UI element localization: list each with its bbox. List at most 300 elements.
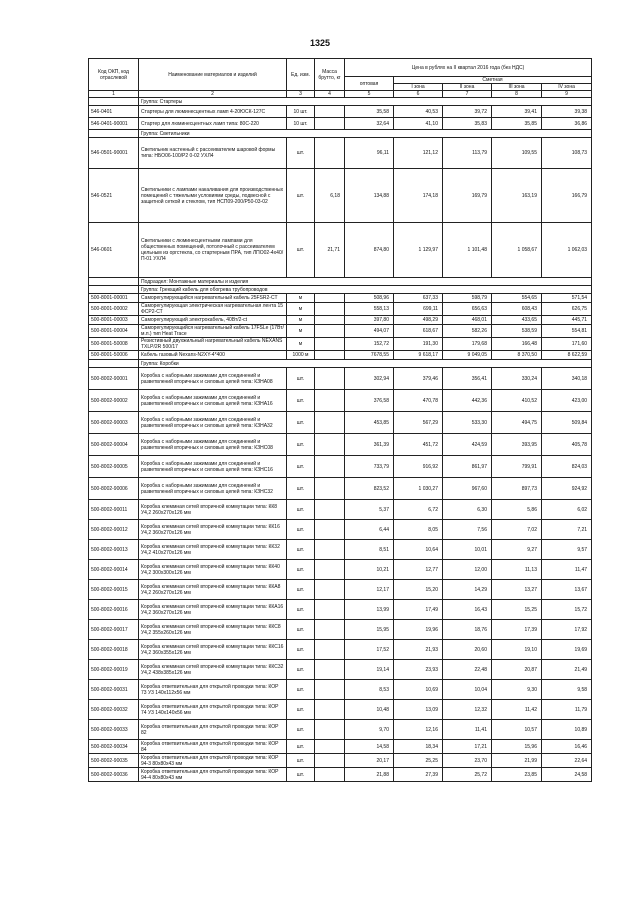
price-zone2-cell: 17,21: [443, 740, 492, 754]
name-cell: Саморегулирующая электрическая нагревательная лента 15 ФСР2-СТ: [139, 303, 287, 316]
code-cell: 500-8002-90034: [89, 740, 139, 754]
price-wholesale-cell: 134,88: [345, 169, 394, 223]
code-cell: 500-8001-50006: [89, 351, 139, 360]
price-zone4-cell: 22,64: [542, 754, 592, 768]
price-zone4-cell: 11,79: [542, 700, 592, 720]
col-number: 3: [287, 91, 315, 98]
group-row: [89, 278, 592, 286]
price-zone2-cell: 12,00: [443, 560, 492, 580]
table-row: [89, 700, 592, 720]
mass-cell: [315, 720, 345, 740]
name-cell: Светильники с люминесцентными лампами для общественных помещений, потолочный с рассеивателем цельным из оргстекла, со стартерным ПРА, тип ЛПО02-4х40/П-01 УХЛ4: [139, 223, 287, 278]
name-cell: Стартер для люминесцентных ламп типа: 80С-220: [139, 118, 287, 130]
table-row: [89, 338, 592, 351]
unit-cell: м: [287, 325, 315, 338]
name-cell: Коробка клеммная сетей вторичной коммутации типа: ККС16 У4,2 360х355х126 мм: [139, 640, 287, 660]
code-cell: 546-0401: [89, 106, 139, 118]
mass-cell: [315, 660, 345, 680]
price-zone2-cell: 656,63: [443, 303, 492, 316]
name-cell: Коробка ответвительная для открытой проводки типа: КОР 74 У3 140х140х56 мм: [139, 700, 287, 720]
name-cell: Коробка с наборными зажимами для соединений и разветвлений вторичных и силовых цепей типа: КЗНА08: [139, 368, 287, 390]
unit-cell: шт.: [287, 478, 315, 500]
price-zone2-cell: 861,97: [443, 456, 492, 478]
name-cell: Коробка клеммная сетей вторичной коммутации типа: КК16 У4,2 360х270х126 мм: [139, 520, 287, 540]
price-wholesale-cell: 5,37: [345, 500, 394, 520]
price-zone1-cell: 191,30: [394, 338, 443, 351]
price-zone2-cell: 356,41: [443, 368, 492, 390]
unit-cell: 10 шт.: [287, 118, 315, 130]
price-zone1-cell: 618,67: [394, 325, 443, 338]
unit-cell: шт.: [287, 138, 315, 169]
unit-cell: шт.: [287, 754, 315, 768]
price-zone4-cell: 9,57: [542, 540, 592, 560]
mass-cell: [315, 500, 345, 520]
col-number: 2: [139, 91, 287, 98]
table-row: [89, 456, 592, 478]
price-zone4-cell: 924,92: [542, 478, 592, 500]
price-zone2-cell: 424,59: [443, 434, 492, 456]
table-row: [89, 434, 592, 456]
price-zone1-cell: 498,29: [394, 316, 443, 325]
mass-cell: [315, 580, 345, 600]
price-zone1-cell: 174,18: [394, 169, 443, 223]
price-wholesale-cell: 361,39: [345, 434, 394, 456]
unit-cell: шт.: [287, 456, 315, 478]
price-wholesale-cell: 35,58: [345, 106, 394, 118]
unit-cell: шт.: [287, 520, 315, 540]
group-row: [89, 98, 592, 106]
price-zone1-cell: 15,20: [394, 580, 443, 600]
price-zone3-cell: 393,95: [492, 434, 542, 456]
price-zone1-cell: 567,29: [394, 412, 443, 434]
code-cell: 500-8001-50008: [89, 338, 139, 351]
mass-cell: [315, 325, 345, 338]
price-zone2-cell: 533,30: [443, 412, 492, 434]
table-row: [89, 520, 592, 540]
price-wholesale-cell: 96,11: [345, 138, 394, 169]
price-zone2-cell: 16,43: [443, 600, 492, 620]
name-cell: Саморегулирующийся нагревательный кабель 17FSLe (17Вт/м.п.) тип Heat Trace: [139, 325, 287, 338]
price-zone1-cell: 10,64: [394, 540, 443, 560]
price-wholesale-cell: 20,17: [345, 754, 394, 768]
price-zone2-cell: 11,41: [443, 720, 492, 740]
price-zone4-cell: 824,03: [542, 456, 592, 478]
price-zone4-cell: 171,60: [542, 338, 592, 351]
price-zone2-cell: 113,79: [443, 138, 492, 169]
mass-cell: [315, 138, 345, 169]
price-zone2-cell: 1 101,48: [443, 223, 492, 278]
name-cell: Коробка с наборными зажимами для соединений и разветвлений вторичных и силовых цепей типа: КЗНС08: [139, 434, 287, 456]
header-code: Код ОКП, код отраслевой: [89, 59, 139, 91]
header-mass: Масса брутто, кг: [315, 59, 345, 91]
name-cell: Коробка клеммная сетей вторичной коммутации типа: ККА8 У4,2 260х270х126 мм: [139, 580, 287, 600]
price-zone1-cell: 12,77: [394, 560, 443, 580]
price-zone2-cell: 442,36: [443, 390, 492, 412]
price-zone1-cell: 10,69: [394, 680, 443, 700]
group-title: Группа: Греющий кабель для обогрева трубопроводов: [139, 286, 592, 294]
price-wholesale-cell: 7678,55: [345, 351, 394, 360]
price-zone3-cell: 15,25: [492, 600, 542, 620]
price-zone4-cell: 15,72: [542, 600, 592, 620]
unit-cell: шт.: [287, 600, 315, 620]
price-zone2-cell: 12,32: [443, 700, 492, 720]
price-zone4-cell: 108,73: [542, 138, 592, 169]
price-zone3-cell: 410,52: [492, 390, 542, 412]
name-cell: Коробка ответвительная для открытой проводки типа: КОР 94-4 80х80х43 мм: [139, 768, 287, 782]
price-wholesale-cell: 397,80: [345, 316, 394, 325]
table-row: [89, 660, 592, 680]
price-zone2-cell: 22,48: [443, 660, 492, 680]
price-wholesale-cell: 19,14: [345, 660, 394, 680]
price-zone3-cell: 494,75: [492, 412, 542, 434]
name-cell: Коробка клеммная сетей вторичной коммутации типа: КК32 У4,2 410х270х126 мм: [139, 540, 287, 560]
price-zone3-cell: 21,99: [492, 754, 542, 768]
price-zone1-cell: 17,49: [394, 600, 443, 620]
price-wholesale-cell: 152,72: [345, 338, 394, 351]
price-wholesale-cell: 494,07: [345, 325, 394, 338]
price-zone3-cell: 554,65: [492, 294, 542, 303]
mass-cell: [315, 600, 345, 620]
price-zone2-cell: 582,26: [443, 325, 492, 338]
price-zone1-cell: 18,34: [394, 740, 443, 754]
header-name: Наименование материалов и изделий: [139, 59, 287, 91]
price-wholesale-cell: 823,52: [345, 478, 394, 500]
price-zone4-cell: 39,38: [542, 106, 592, 118]
table-row: [89, 368, 592, 390]
price-wholesale-cell: 17,52: [345, 640, 394, 660]
mass-cell: [315, 754, 345, 768]
code-cell: 500-8002-90014: [89, 560, 139, 580]
price-zone2-cell: 6,30: [443, 500, 492, 520]
unit-cell: шт.: [287, 540, 315, 560]
code-cell: 500-8002-90031: [89, 680, 139, 700]
table-row: [89, 740, 592, 754]
header-price: Цена в рублях на II квартал 2016 года (без НДС): [345, 59, 592, 77]
price-zone2-cell: 598,79: [443, 294, 492, 303]
page-number: 1325: [309, 38, 331, 48]
mass-cell: [315, 740, 345, 754]
group-title: Группа: Коробки: [139, 360, 592, 368]
code-cell: 500-8002-90006: [89, 478, 139, 500]
price-zone3-cell: 11,13: [492, 560, 542, 580]
mass-cell: [315, 303, 345, 316]
name-cell: Светильник настенный с рассеивателем шаровой формы типа: НБО06-100/Р2 0-02 УХЛ4: [139, 138, 287, 169]
price-zone3-cell: 109,55: [492, 138, 542, 169]
price-wholesale-cell: 302,94: [345, 368, 394, 390]
table-row: [89, 680, 592, 700]
code-cell: 500-8002-90019: [89, 660, 139, 680]
unit-cell: м: [287, 303, 315, 316]
name-cell: Коробка с наборными зажимами для соединений и разветвлений вторичных и силовых цепей типа: КЗНС32: [139, 478, 287, 500]
code-cell: 500-8002-90033: [89, 720, 139, 740]
code-cell: 500-8001-00004: [89, 325, 139, 338]
price-zone4-cell: 17,92: [542, 620, 592, 640]
name-cell: Коробка с наборными зажимами для соединений и разветвлений вторичных и силовых цепей типа: КЗНС16: [139, 456, 287, 478]
code-cell: 500-8002-90002: [89, 390, 139, 412]
code-cell: 500-8002-90016: [89, 600, 139, 620]
mass-cell: [315, 412, 345, 434]
code-cell: 500-8002-90018: [89, 640, 139, 660]
code-cell: 500-8001-00002: [89, 303, 139, 316]
price-wholesale-cell: 10,48: [345, 700, 394, 720]
header-zone-1: I зона: [394, 84, 443, 91]
table-row: [89, 478, 592, 500]
col-number: 7: [443, 91, 492, 98]
price-zone3-cell: 20,87: [492, 660, 542, 680]
price-zone4-cell: 11,47: [542, 560, 592, 580]
price-zone2-cell: 7,56: [443, 520, 492, 540]
price-table: [88, 58, 592, 782]
mass-cell: [315, 294, 345, 303]
col-number: 8: [492, 91, 542, 98]
price-zone3-cell: 9,27: [492, 540, 542, 560]
mass-cell: [315, 316, 345, 325]
unit-cell: шт.: [287, 560, 315, 580]
name-cell: Коробка ответвительная для открытой проводки типа: КОР 82: [139, 720, 287, 740]
price-zone4-cell: 166,79: [542, 169, 592, 223]
price-zone4-cell: 445,71: [542, 316, 592, 325]
code-cell: 546-0501-90001: [89, 138, 139, 169]
price-zone4-cell: 8 622,59: [542, 351, 592, 360]
table-row: [89, 351, 592, 360]
code-cell: 500-8002-90001: [89, 368, 139, 390]
mass-cell: [315, 768, 345, 782]
price-zone3-cell: 538,59: [492, 325, 542, 338]
price-zone4-cell: 13,67: [542, 580, 592, 600]
name-cell: Коробка клеммная сетей вторичной коммутации типа: ККС8 У4,2 355х260х126 мм: [139, 620, 287, 640]
header-zone-4: IV зона: [542, 84, 592, 91]
mass-cell: [315, 560, 345, 580]
price-wholesale-cell: 733,79: [345, 456, 394, 478]
price-wholesale-cell: 508,96: [345, 294, 394, 303]
code-cell: 500-8002-90012: [89, 520, 139, 540]
table-row: [89, 106, 592, 118]
table-row: [89, 580, 592, 600]
price-zone1-cell: 699,11: [394, 303, 443, 316]
name-cell: Коробка ответвительная для открытой проводки типа: КОР 84: [139, 740, 287, 754]
name-cell: Коробка с наборными зажимами для соединений и разветвлений вторичных и силовых цепей типа: КЗНА16: [139, 390, 287, 412]
unit-cell: шт.: [287, 580, 315, 600]
unit-cell: шт.: [287, 368, 315, 390]
table-row: [89, 720, 592, 740]
table-row: [89, 600, 592, 620]
price-zone1-cell: 451,72: [394, 434, 443, 456]
price-wholesale-cell: 558,13: [345, 303, 394, 316]
price-zone3-cell: 1 058,67: [492, 223, 542, 278]
price-wholesale-cell: 14,58: [345, 740, 394, 754]
price-zone2-cell: 25,72: [443, 768, 492, 782]
table-body: [89, 98, 592, 782]
price-zone3-cell: 15,96: [492, 740, 542, 754]
code-cell: 500-8002-90035: [89, 754, 139, 768]
price-zone1-cell: 40,53: [394, 106, 443, 118]
name-cell: Резистивный двухжильный нагревательный кабель NEXANS TXLP/2R 500/17: [139, 338, 287, 351]
table-row: [89, 138, 592, 169]
col-number: 4: [315, 91, 345, 98]
mass-cell: [315, 351, 345, 360]
table-row: [89, 640, 592, 660]
price-zone3-cell: 5,86: [492, 500, 542, 520]
header-zone-3: III зона: [492, 84, 542, 91]
price-zone3-cell: 608,43: [492, 303, 542, 316]
price-zone3-cell: 799,91: [492, 456, 542, 478]
price-zone3-cell: 166,48: [492, 338, 542, 351]
mass-cell: [315, 680, 345, 700]
price-zone4-cell: 571,54: [542, 294, 592, 303]
price-zone4-cell: 10,89: [542, 720, 592, 740]
group-row: [89, 130, 592, 138]
price-zone4-cell: 554,81: [542, 325, 592, 338]
code-cell: 500-8002-90017: [89, 620, 139, 640]
mass-cell: [315, 700, 345, 720]
price-zone1-cell: 27,39: [394, 768, 443, 782]
code-cell: 500-8002-90013: [89, 540, 139, 560]
table-row: [89, 223, 592, 278]
price-wholesale-cell: 10,21: [345, 560, 394, 580]
col-number: 1: [89, 91, 139, 98]
price-zone4-cell: 423,00: [542, 390, 592, 412]
price-zone3-cell: 23,85: [492, 768, 542, 782]
price-zone3-cell: 19,10: [492, 640, 542, 660]
price-zone1-cell: 8,05: [394, 520, 443, 540]
price-wholesale-cell: 8,51: [345, 540, 394, 560]
table-row: [89, 754, 592, 768]
name-cell: Саморегулирующий электрокабель, 40Вт/2-ct: [139, 316, 287, 325]
unit-cell: шт.: [287, 680, 315, 700]
mass-cell: [315, 640, 345, 660]
table-row: [89, 620, 592, 640]
price-wholesale-cell: 453,85: [345, 412, 394, 434]
price-wholesale-cell: 32,64: [345, 118, 394, 130]
price-zone1-cell: 12,16: [394, 720, 443, 740]
price-wholesale-cell: 376,58: [345, 390, 394, 412]
name-cell: Светильники с лампами накаливания для производственных помещений с тяжелыми условиями среды, подвесной с защитной сеткой и стеклом, тип НСП09-200/Р50-03-02: [139, 169, 287, 223]
table-row: [89, 768, 592, 782]
name-cell: Коробка клеммная сетей вторичной коммутации типа: КК8 У4,2 260х270х126 мм: [139, 500, 287, 520]
price-zone1-cell: 379,46: [394, 368, 443, 390]
mass-cell: 21,71: [315, 223, 345, 278]
unit-cell: шт.: [287, 223, 315, 278]
price-zone3-cell: 433,65: [492, 316, 542, 325]
unit-cell: шт.: [287, 720, 315, 740]
table-row: [89, 118, 592, 130]
price-zone4-cell: 7,21: [542, 520, 592, 540]
unit-cell: шт.: [287, 660, 315, 680]
price-zone1-cell: 637,33: [394, 294, 443, 303]
code-cell: 500-8001-00001: [89, 294, 139, 303]
unit-cell: 1000 м: [287, 351, 315, 360]
price-zone3-cell: 10,57: [492, 720, 542, 740]
code-cell: 500-8002-90036: [89, 768, 139, 782]
mass-cell: [315, 106, 345, 118]
table-row: [89, 500, 592, 520]
price-zone1-cell: 1 129,97: [394, 223, 443, 278]
table-row: [89, 412, 592, 434]
price-zone4-cell: 405,78: [542, 434, 592, 456]
price-zone2-cell: 179,68: [443, 338, 492, 351]
price-zone3-cell: 17,39: [492, 620, 542, 640]
price-wholesale-cell: 12,17: [345, 580, 394, 600]
price-zone3-cell: 897,73: [492, 478, 542, 500]
header-wholesale: оптовая: [345, 77, 394, 91]
unit-cell: шт.: [287, 640, 315, 660]
table-row: [89, 303, 592, 316]
name-cell: Коробка с наборными зажимами для соединений и разветвлений вторичных и силовых цепей типа: КЗНА32: [139, 412, 287, 434]
group-title: Группа: Светильники: [139, 130, 592, 138]
price-zone2-cell: 10,04: [443, 680, 492, 700]
table-row: [89, 390, 592, 412]
unit-cell: шт.: [287, 500, 315, 520]
price-zone1-cell: 470,78: [394, 390, 443, 412]
unit-cell: м: [287, 294, 315, 303]
price-zone3-cell: 330,24: [492, 368, 542, 390]
price-zone1-cell: 19,96: [394, 620, 443, 640]
price-wholesale-cell: 21,88: [345, 768, 394, 782]
unit-cell: м: [287, 316, 315, 325]
price-zone1-cell: 41,10: [394, 118, 443, 130]
mass-cell: [315, 338, 345, 351]
mass-cell: [315, 478, 345, 500]
code-cell: 500-8002-90015: [89, 580, 139, 600]
price-zone4-cell: 509,84: [542, 412, 592, 434]
price-zone4-cell: 6,02: [542, 500, 592, 520]
mass-cell: [315, 118, 345, 130]
price-zone2-cell: 169,79: [443, 169, 492, 223]
price-wholesale-cell: 9,70: [345, 720, 394, 740]
header-estimate: Сметная: [394, 77, 592, 84]
name-cell: Саморегулирующийся нагревательный кабель 25FSR2-CT: [139, 294, 287, 303]
table-row: [89, 560, 592, 580]
price-zone2-cell: 967,60: [443, 478, 492, 500]
code-cell: 546-0521: [89, 169, 139, 223]
price-zone2-cell: 14,29: [443, 580, 492, 600]
code-cell: 500-8002-90005: [89, 456, 139, 478]
price-wholesale-cell: 8,53: [345, 680, 394, 700]
table-row: [89, 294, 592, 303]
price-zone2-cell: 468,01: [443, 316, 492, 325]
unit-cell: шт.: [287, 390, 315, 412]
price-zone2-cell: 39,72: [443, 106, 492, 118]
mass-cell: [315, 456, 345, 478]
code-cell: 500-8002-90003: [89, 412, 139, 434]
price-zone1-cell: 9 618,17: [394, 351, 443, 360]
mass-cell: [315, 434, 345, 456]
col-number: 6: [394, 91, 443, 98]
price-wholesale-cell: 15,95: [345, 620, 394, 640]
price-zone1-cell: 1 030,27: [394, 478, 443, 500]
code-cell: 500-8002-90032: [89, 700, 139, 720]
group-title: Подраздел: Монтажные материалы и изделия: [139, 278, 592, 286]
mass-cell: [315, 390, 345, 412]
price-zone1-cell: 6,72: [394, 500, 443, 520]
code-cell: 546-0601: [89, 223, 139, 278]
price-zone4-cell: 21,49: [542, 660, 592, 680]
price-zone4-cell: 340,18: [542, 368, 592, 390]
price-zone2-cell: 23,70: [443, 754, 492, 768]
mass-cell: [315, 540, 345, 560]
col-number: 5: [345, 91, 394, 98]
table-row: [89, 169, 592, 223]
name-cell: Коробка клеммная сетей вторичной коммутации типа: ККС32 У4,2 438х385х126 мм: [139, 660, 287, 680]
mass-cell: [315, 620, 345, 640]
table-row: [89, 325, 592, 338]
price-zone4-cell: 16,46: [542, 740, 592, 754]
group-row: [89, 360, 592, 368]
price-zone2-cell: 18,76: [443, 620, 492, 640]
price-zone1-cell: 13,09: [394, 700, 443, 720]
header-unit: Ед. изм.: [287, 59, 315, 91]
price-zone3-cell: 163,19: [492, 169, 542, 223]
